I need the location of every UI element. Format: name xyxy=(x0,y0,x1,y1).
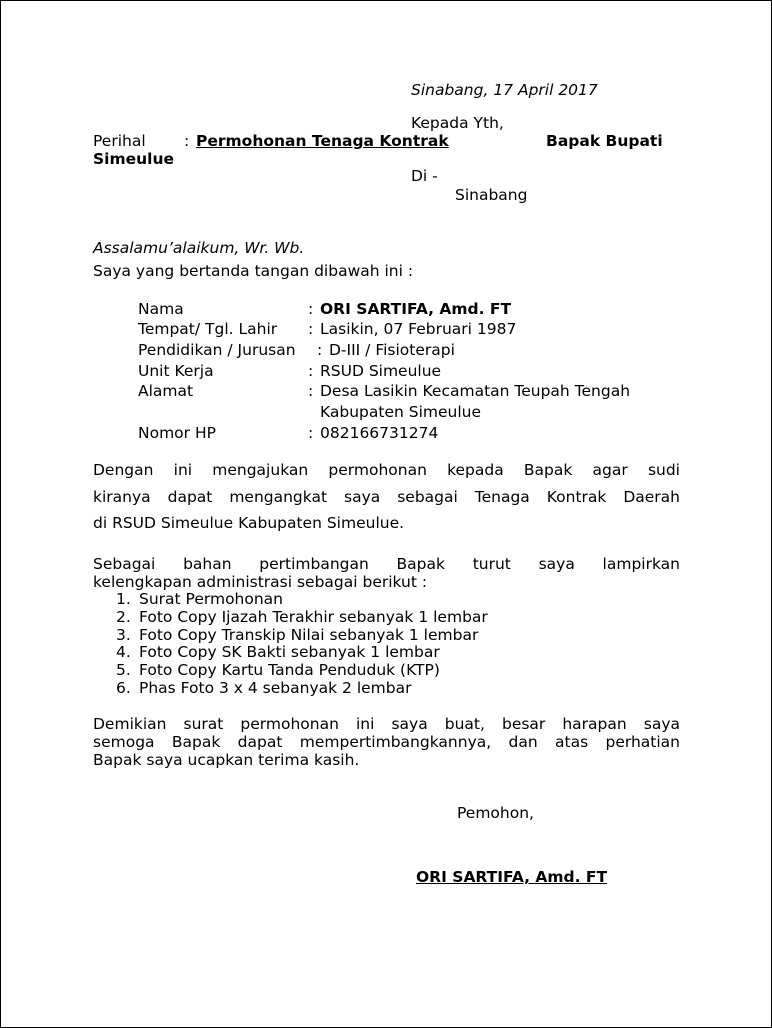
field-value-alamat: Desa Lasikin Kecamatan Teupah Tengah xyxy=(320,382,631,400)
perihal-value: Permohonan Tenaga Kontrak xyxy=(196,132,449,150)
attachment-item: Foto Copy SK Bakti sebanyak 1 lembar xyxy=(139,643,440,661)
greeting: Assalamu’alaikum, Wr. Wb. xyxy=(93,239,305,257)
addressee-salutation: Kepada Yth, xyxy=(411,114,504,132)
closing-paragraph-line: semoga Bapak dapat mempertimbangkannya, dan atas perhatian xyxy=(93,733,680,751)
recipient-region: Simeulue xyxy=(93,150,175,168)
destination-city: Sinabang xyxy=(455,186,528,204)
field-value-nama: ORI SARTIFA, Amd. FT xyxy=(320,300,512,318)
attachment-item: Foto Copy Transkip Nilai sebanyak 1 lembar xyxy=(139,626,479,644)
recipient-title: Bapak Bupati xyxy=(546,132,663,150)
attachment-number: 5. xyxy=(116,661,131,679)
signature-name: ORI SARTIFA, Amd. FT xyxy=(416,868,608,886)
field-colon: : xyxy=(308,382,314,400)
attachment-number: 4. xyxy=(116,643,131,661)
attachment-item: Phas Foto 3 x 4 sebanyak 2 lembar xyxy=(139,679,412,697)
attachment-number: 1. xyxy=(116,590,131,608)
attachment-item: Surat Permohonan xyxy=(139,590,284,608)
perihal-colon: : xyxy=(184,132,190,150)
field-value-alamat-line2: Kabupaten Simeulue xyxy=(320,403,482,421)
attachment-number: 6. xyxy=(116,679,131,697)
field-label-ttl: Tempat/ Tgl. Lahir xyxy=(138,320,278,338)
field-colon: : xyxy=(308,362,314,380)
request-paragraph-line: kiranya dapat mengangkat saya sebagai Tenaga Kontrak Daerah xyxy=(93,488,680,506)
attachment-intro-line: kelengkapan administrasi sebagai berikut : xyxy=(93,573,428,591)
request-paragraph-line: Dengan ini mengajukan permohonan kepada Bapak agar sudi xyxy=(93,461,680,479)
field-label-unit-kerja: Unit Kerja xyxy=(138,362,214,380)
field-label-nomor-hp: Nomor HP xyxy=(138,424,216,442)
field-value-unit-kerja: RSUD Simeulue xyxy=(320,362,442,380)
request-paragraph-line: di RSUD Simeulue Kabupaten Simeulue. xyxy=(93,514,405,532)
field-label-alamat: Alamat xyxy=(138,382,194,400)
attachment-number: 3. xyxy=(116,626,131,644)
field-colon: : xyxy=(308,320,314,338)
field-colon: : xyxy=(317,341,323,359)
signature-label: Pemohon, xyxy=(457,804,534,822)
attachment-item: Foto Copy Kartu Tanda Penduduk (KTP) xyxy=(139,661,440,679)
perihal-label: Perihal xyxy=(93,132,146,150)
intro-text: Saya yang bertanda tangan dibawah ini : xyxy=(93,262,414,280)
closing-paragraph-line: Bapak saya ucapkan terima kasih. xyxy=(93,751,360,769)
field-colon: : xyxy=(308,424,314,442)
di-label: Di - xyxy=(411,167,438,185)
field-value-nomor-hp: 082166731274 xyxy=(320,424,439,442)
field-label-nama: Nama xyxy=(138,300,184,318)
field-label-pendidikan: Pendidikan / Jurusan xyxy=(138,341,296,359)
place-date: Sinabang, 17 April 2017 xyxy=(411,81,598,99)
field-value-ttl: Lasikin, 07 Februari 1987 xyxy=(320,320,517,338)
attachment-intro-line: Sebagai bahan pertimbangan Bapak turut saya lampirkan xyxy=(93,555,680,573)
attachment-item: Foto Copy Ijazah Terakhir sebanyak 1 lembar xyxy=(139,608,488,626)
closing-paragraph-line: Demikian surat permohonan ini saya buat, besar harapan saya xyxy=(93,715,680,733)
attachment-number: 2. xyxy=(116,608,131,626)
field-colon: : xyxy=(308,300,314,318)
field-value-pendidikan: D-III / Fisioterapi xyxy=(329,341,455,359)
